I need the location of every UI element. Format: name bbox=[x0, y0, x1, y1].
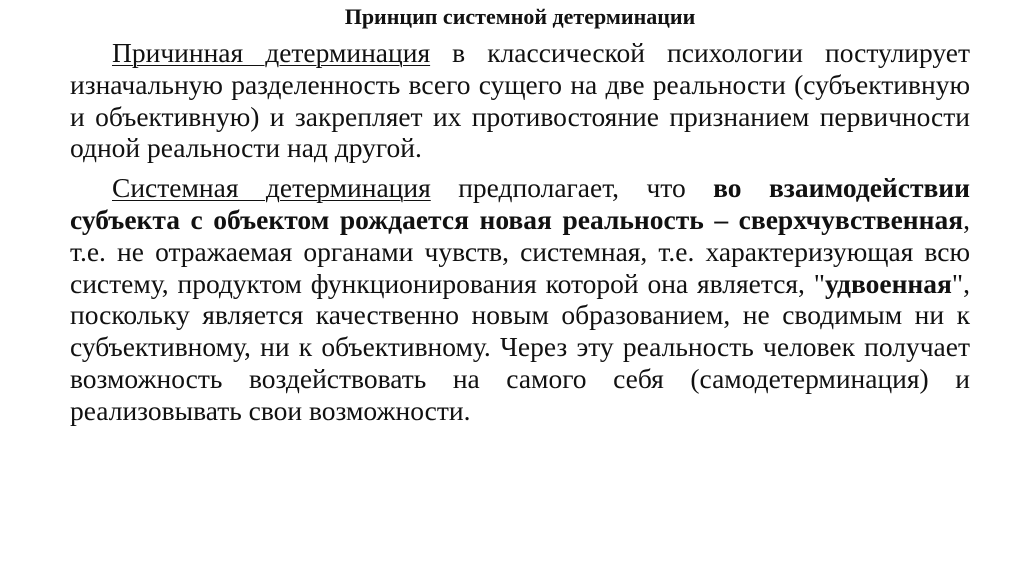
paragraph-2-bold-b: удвоенная bbox=[825, 267, 952, 299]
paragraph-2-text-c: ", поскольку является качественно новым образованием, не сводимым ни к субъективному, ни к объективному. Через эту реальность человек получает возможность воздействовать на самого себя (самодетерминация) и реализовывать свои возможности. bbox=[70, 267, 970, 426]
paragraph-causal-determination bbox=[70, 37, 970, 164]
term-causal-determination: Причинная детерминация bbox=[112, 37, 431, 68]
slide-title: Принцип системной детерминации bbox=[344, 4, 696, 29]
paragraph-2-text-a: предполагает, что bbox=[430, 172, 714, 204]
term-system-determination: Системная детерминация bbox=[112, 172, 431, 204]
paragraph-2-text-b: , т.е. не отражаемая органами чувств, системная, т.е. характеризующая всю систему, продуктом функционирования которой она является, " bbox=[70, 203, 970, 299]
paragraph-system-determination bbox=[70, 172, 970, 426]
paragraph-1-text: в классической психологии постулирует изначальную разделенность всего сущего на две реальности (субъективную и объективную) и закрепляет их противостояние признанием первичности одной реальности над другой. bbox=[70, 37, 971, 164]
paragraph-2-bold-a: во взаимодействии субъекта с объектом рождается новая реальность – сверхчувственная bbox=[70, 172, 970, 235]
